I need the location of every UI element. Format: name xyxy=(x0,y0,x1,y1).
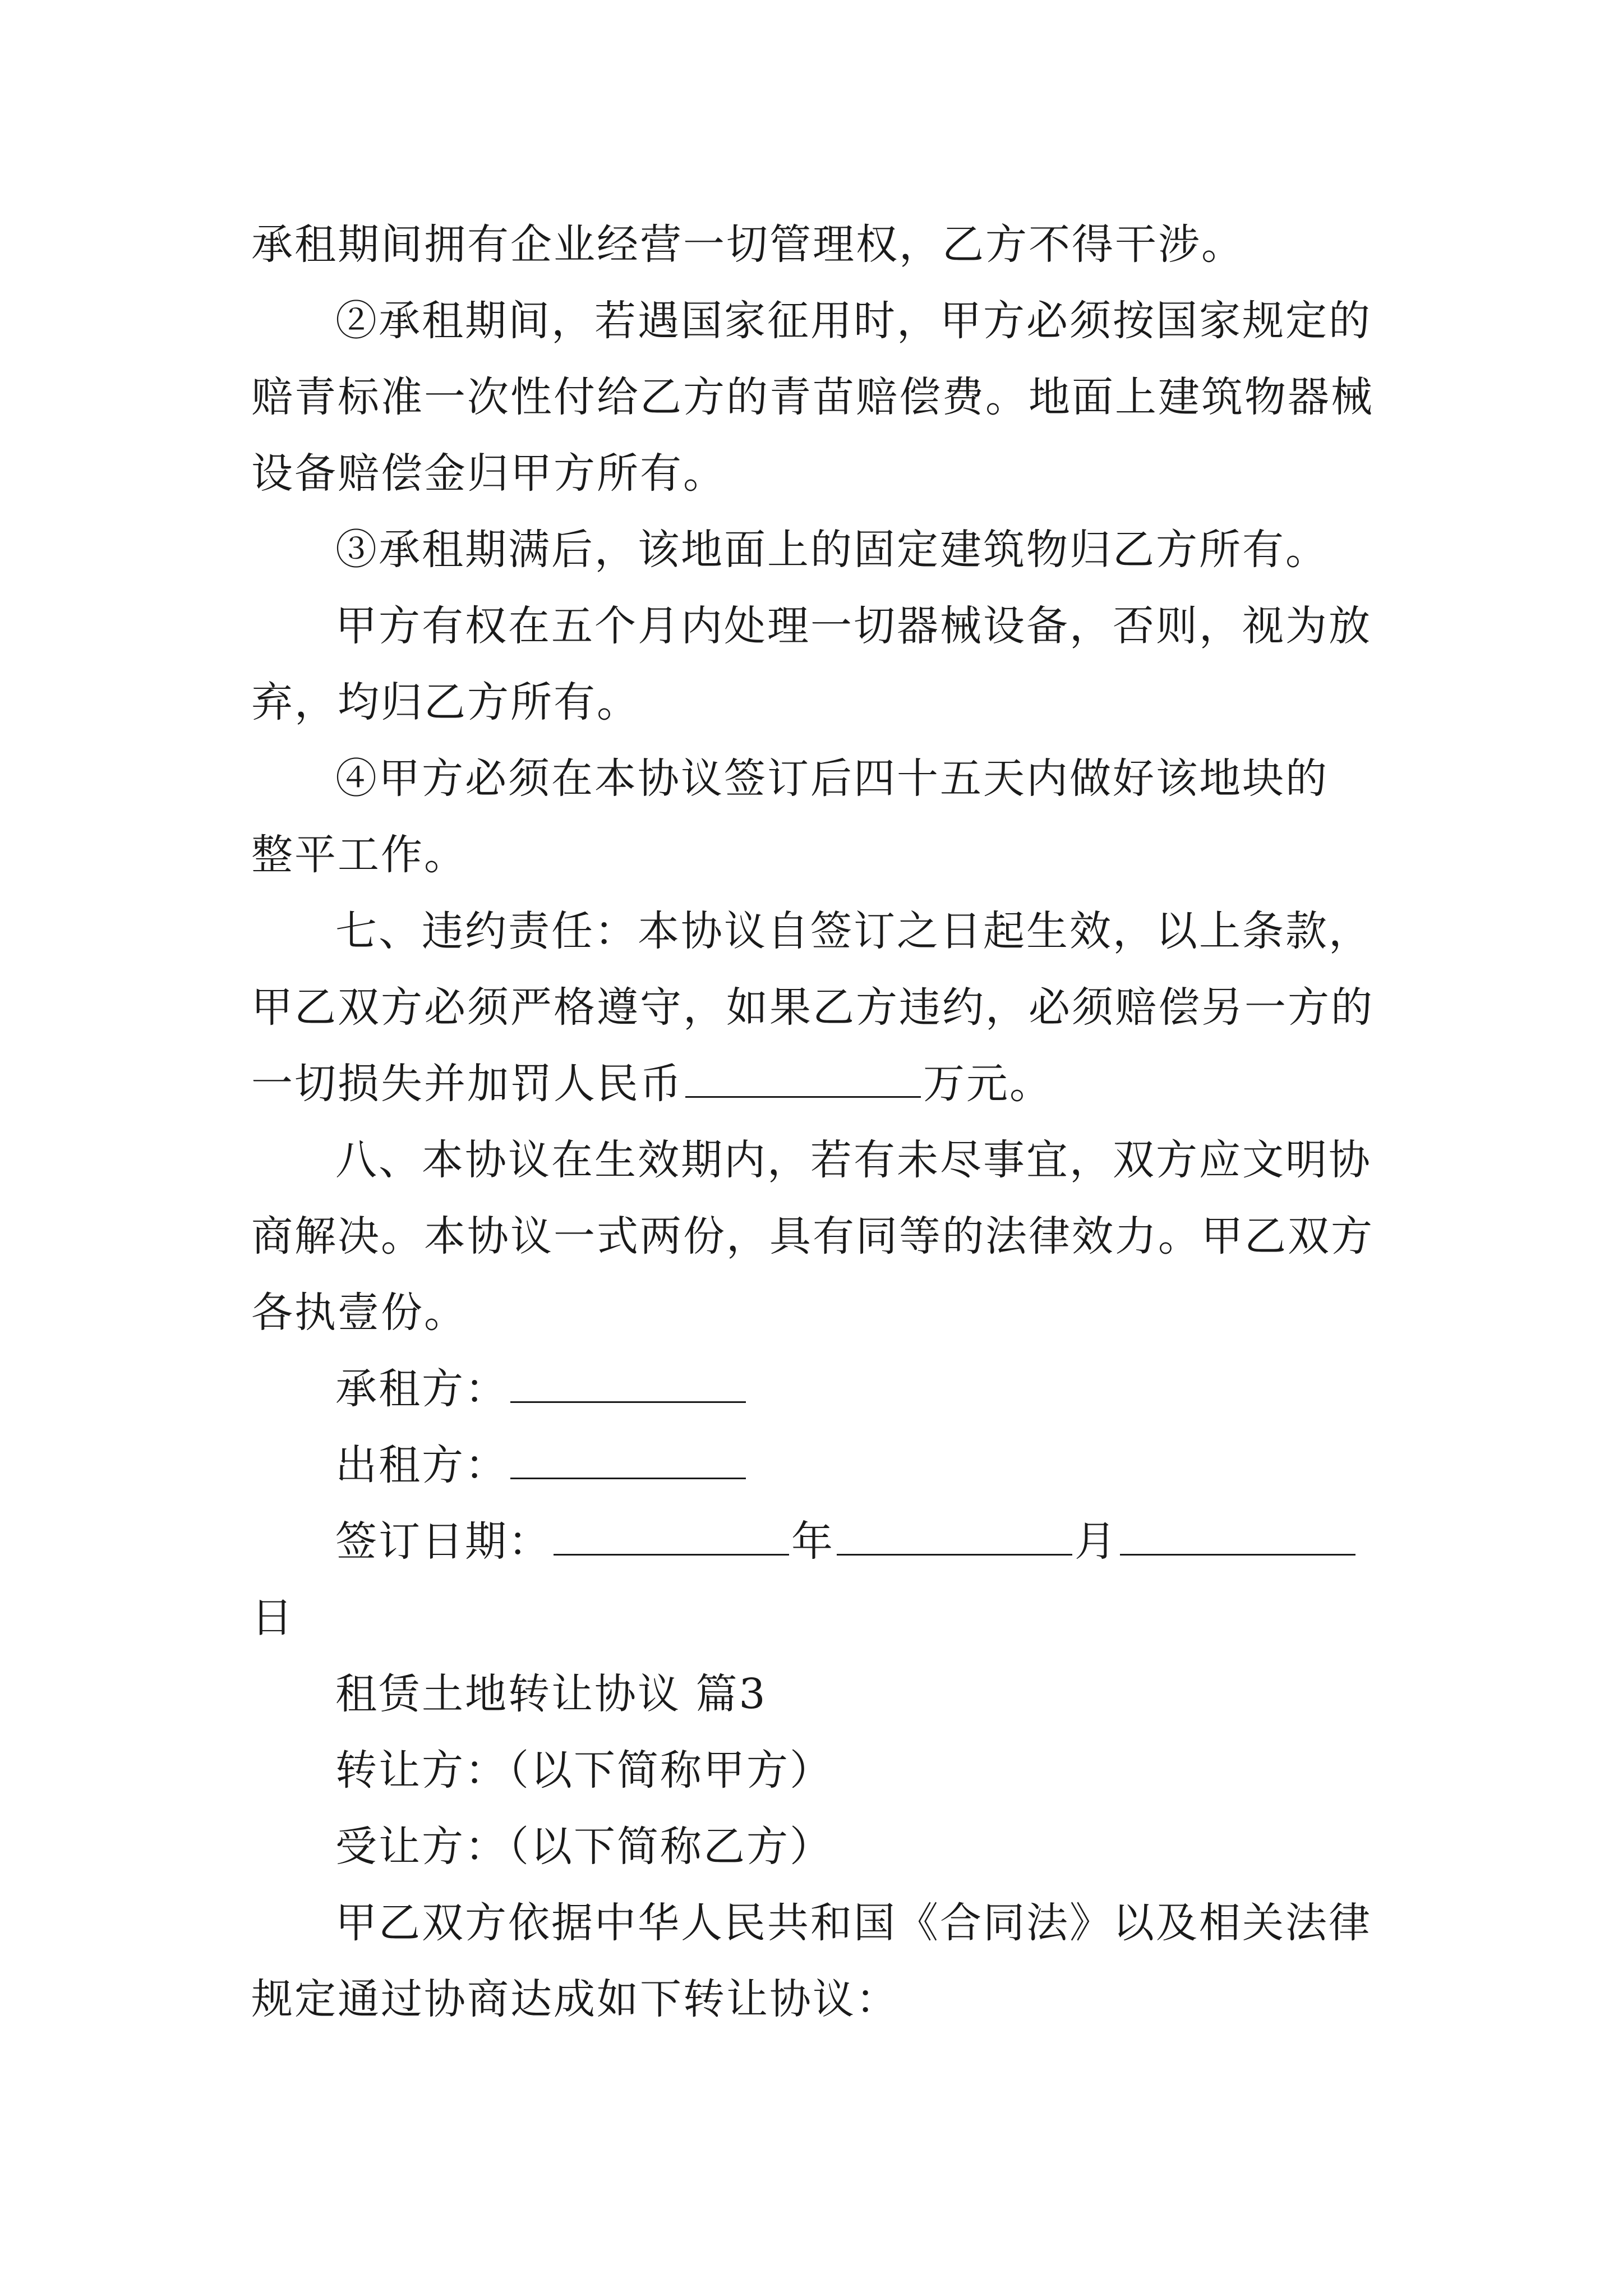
day-blank xyxy=(1120,1519,1355,1556)
text-line: 规定通过协商达成如下转让协议： xyxy=(251,1975,899,2023)
year-blank xyxy=(554,1519,789,1556)
text-line: 各执壹份。 xyxy=(251,1289,467,1337)
lessee-label: 承租方： xyxy=(335,1365,508,1413)
lessor-blank xyxy=(510,1443,746,1479)
signing-date-label: 签订日期： xyxy=(335,1517,551,1566)
penalty-text: 一切损失并加罚人民币 xyxy=(251,1060,683,1108)
penalty-amount-blank xyxy=(685,1061,921,1098)
document-body xyxy=(251,206,1390,2037)
text-line: 八、本协议在生效期内，若有未尽事宜，双方应文明协 xyxy=(335,1136,1372,1184)
month-blank xyxy=(837,1519,1072,1556)
text-line: 七、违约责任：本协议自签订之日起生效，以上条款， xyxy=(335,907,1372,955)
text-line: 甲乙双方必须严格遵守，如果乙方违约，必须赔偿另一方的 xyxy=(251,983,1374,1032)
lessee-signature-line xyxy=(251,1351,1390,1427)
text-line: ③承租期满后，该地面上的固定建筑物归乙方所有。 xyxy=(335,526,1329,574)
text-line: 整平工作。 xyxy=(251,831,467,879)
text-line: 弃，均归乙方所有。 xyxy=(251,678,640,726)
day-label: 日 xyxy=(251,1594,294,1642)
lessee-blank xyxy=(510,1366,746,1403)
section-heading: 租赁土地转让协议 篇3 xyxy=(335,1670,767,1718)
penalty-unit: 万元。 xyxy=(923,1060,1053,1108)
text-line: 设备赔偿金归甲方所有。 xyxy=(251,449,726,498)
text-line: 商解决。本协议一式两份，具有同等的法律效力。甲乙双方 xyxy=(251,1212,1374,1260)
text-line: ②承租期间，若遇国家征用时，甲方必须按国家规定的 xyxy=(335,297,1372,345)
signing-date-line xyxy=(251,1503,1390,1580)
text-line: 甲乙双方依据中华人民共和国《合同法》以及相关法律 xyxy=(335,1899,1372,1947)
text-line: 承租期间拥有企业经营一切管理权，乙方不得干涉。 xyxy=(251,220,1244,269)
text-line: ④甲方必须在本协议签订后四十五天内做好该地块的 xyxy=(335,754,1329,803)
text-line: 甲方有权在五个月内处理一切器械设备，否则，视为放 xyxy=(335,602,1372,650)
lessor-label: 出租方： xyxy=(335,1441,508,1489)
text-line-penalty xyxy=(251,1046,1390,1122)
text-line: 赔青标准一次性付给乙方的青苗赔偿费。地面上建筑物器械 xyxy=(251,373,1374,421)
year-label: 年 xyxy=(791,1517,834,1566)
lessor-signature-line xyxy=(251,1427,1390,1503)
transferee-line: 受让方：（以下简称乙方） xyxy=(335,1823,833,1871)
transferor-line: 转让方：（以下简称甲方） xyxy=(335,1746,833,1795)
month-label: 月 xyxy=(1075,1517,1118,1566)
